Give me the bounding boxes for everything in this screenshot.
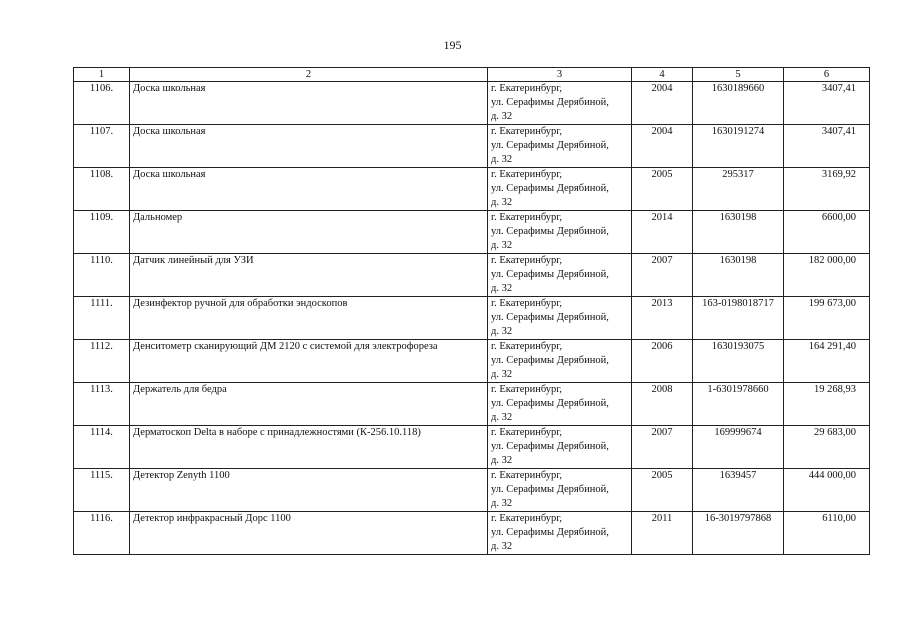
item-name: Детектор Zenyth 1100: [130, 469, 488, 512]
address-line: д. 32: [491, 498, 513, 509]
row-number: 1108.: [74, 168, 130, 211]
item-inventory-number: 1-6301978660: [693, 383, 784, 426]
table-row: [74, 168, 870, 211]
column-header: 2: [130, 68, 488, 82]
item-address: [488, 340, 632, 383]
row-number: 1112.: [74, 340, 130, 383]
address-line: ул. Серафимы Дерябиной,: [491, 226, 609, 237]
address-line: ул. Серафимы Дерябиной,: [491, 312, 609, 323]
item-year: 2013: [632, 297, 693, 340]
item-year: 2005: [632, 168, 693, 211]
table-row: [74, 383, 870, 426]
item-cost: 164 291,40: [784, 340, 870, 383]
address-line: д. 32: [491, 326, 513, 337]
row-number: 1115.: [74, 469, 130, 512]
address-line: г. Екатеринбург,: [491, 169, 563, 180]
address-line: г. Екатеринбург,: [491, 427, 563, 438]
item-inventory-number: 1639457: [693, 469, 784, 512]
item-name: Датчик линейный для УЗИ: [130, 254, 488, 297]
address-line: д. 32: [491, 369, 513, 380]
item-name: Дальномер: [130, 211, 488, 254]
address-line: г. Екатеринбург,: [491, 126, 563, 137]
item-cost: 6110,00: [784, 512, 870, 555]
item-year: 2014: [632, 211, 693, 254]
column-header: 3: [488, 68, 632, 82]
item-name: Держатель для бедра: [130, 383, 488, 426]
row-number: 1106.: [74, 82, 130, 125]
item-name: Денситометр сканирующий ДМ 2120 с системой для электрофореза: [130, 340, 488, 383]
address-line: г. Екатеринбург,: [491, 255, 563, 266]
address-line: д. 32: [491, 154, 513, 165]
column-header: 5: [693, 68, 784, 82]
table-row: [74, 254, 870, 297]
item-cost: 199 673,00: [784, 297, 870, 340]
address-line: д. 32: [491, 412, 513, 423]
item-address: [488, 211, 632, 254]
address-line: ул. Серафимы Дерябиной,: [491, 398, 609, 409]
address-line: ул. Серафимы Дерябиной,: [491, 97, 609, 108]
table-row: [74, 426, 870, 469]
row-number: 1109.: [74, 211, 130, 254]
table-row: [74, 211, 870, 254]
row-number: 1111.: [74, 297, 130, 340]
address-line: г. Екатеринбург,: [491, 341, 563, 352]
item-name: Дезинфектор ручной для обработки эндоскопов: [130, 297, 488, 340]
inventory-table: [73, 67, 870, 555]
row-number: 1113.: [74, 383, 130, 426]
item-year: 2004: [632, 82, 693, 125]
address-line: д. 32: [491, 197, 513, 208]
item-address: [488, 469, 632, 512]
item-cost: 3407,41: [784, 125, 870, 168]
address-line: ул. Серафимы Дерябиной,: [491, 441, 609, 452]
address-line: г. Екатеринбург,: [491, 470, 563, 481]
item-year: 2004: [632, 125, 693, 168]
column-header: 6: [784, 68, 870, 82]
item-address: [488, 125, 632, 168]
address-line: ул. Серафимы Дерябиной,: [491, 140, 609, 151]
address-line: ул. Серафимы Дерябиной,: [491, 183, 609, 194]
table-row: [74, 340, 870, 383]
table-row: [74, 512, 870, 555]
item-inventory-number: 1630198: [693, 211, 784, 254]
row-number: 1107.: [74, 125, 130, 168]
item-cost: 19 268,93: [784, 383, 870, 426]
address-line: г. Екатеринбург,: [491, 298, 563, 309]
table-header-row: [74, 68, 870, 82]
item-name: Доска школьная: [130, 168, 488, 211]
item-inventory-number: 16-3019797868: [693, 512, 784, 555]
item-inventory-number: 169999674: [693, 426, 784, 469]
address-line: г. Екатеринбург,: [491, 384, 563, 395]
item-year: 2007: [632, 426, 693, 469]
address-line: д. 32: [491, 240, 513, 251]
row-number: 1114.: [74, 426, 130, 469]
item-address: [488, 168, 632, 211]
item-inventory-number: 1630191274: [693, 125, 784, 168]
page-number: 195: [443, 38, 462, 52]
address-line: ул. Серафимы Дерябиной,: [491, 527, 609, 538]
item-cost: 3407,41: [784, 82, 870, 125]
address-line: д. 32: [491, 455, 513, 466]
item-year: 2005: [632, 469, 693, 512]
column-header: 1: [74, 68, 130, 82]
address-line: ул. Серафимы Дерябиной,: [491, 269, 609, 280]
table-row: [74, 297, 870, 340]
item-inventory-number: 1630193075: [693, 340, 784, 383]
item-cost: 29 683,00: [784, 426, 870, 469]
address-line: д. 32: [491, 111, 513, 122]
item-inventory-number: 1630198: [693, 254, 784, 297]
table-row: [74, 469, 870, 512]
address-line: д. 32: [491, 541, 513, 552]
item-cost: 182 000,00: [784, 254, 870, 297]
item-year: 2006: [632, 340, 693, 383]
address-line: ул. Серафимы Дерябиной,: [491, 484, 609, 495]
item-name: Детектор инфракрасный Дорс 1100: [130, 512, 488, 555]
item-address: [488, 82, 632, 125]
table-row: [74, 125, 870, 168]
item-name: Доска школьная: [130, 125, 488, 168]
table-body: [74, 82, 870, 555]
item-year: 2007: [632, 254, 693, 297]
item-address: [488, 254, 632, 297]
column-header: 4: [632, 68, 693, 82]
item-address: [488, 297, 632, 340]
item-year: 2011: [632, 512, 693, 555]
address-line: г. Екатеринбург,: [491, 212, 563, 223]
item-address: [488, 512, 632, 555]
address-line: ул. Серафимы Дерябиной,: [491, 355, 609, 366]
address-line: г. Екатеринбург,: [491, 83, 563, 94]
item-address: [488, 383, 632, 426]
item-name: Дерматоскоп Delta в наборе с принадлежностями (К-256.10.118): [130, 426, 488, 469]
row-number: 1110.: [74, 254, 130, 297]
address-line: г. Екатеринбург,: [491, 513, 563, 524]
table-row: [74, 82, 870, 125]
item-inventory-number: 163-0198018717: [693, 297, 784, 340]
item-cost: 444 000,00: [784, 469, 870, 512]
address-line: д. 32: [491, 283, 513, 294]
item-cost: 6600,00: [784, 211, 870, 254]
item-name: Доска школьная: [130, 82, 488, 125]
item-cost: 3169,92: [784, 168, 870, 211]
item-address: [488, 426, 632, 469]
row-number: 1116.: [74, 512, 130, 555]
item-inventory-number: 295317: [693, 168, 784, 211]
item-year: 2008: [632, 383, 693, 426]
item-inventory-number: 1630189660: [693, 82, 784, 125]
